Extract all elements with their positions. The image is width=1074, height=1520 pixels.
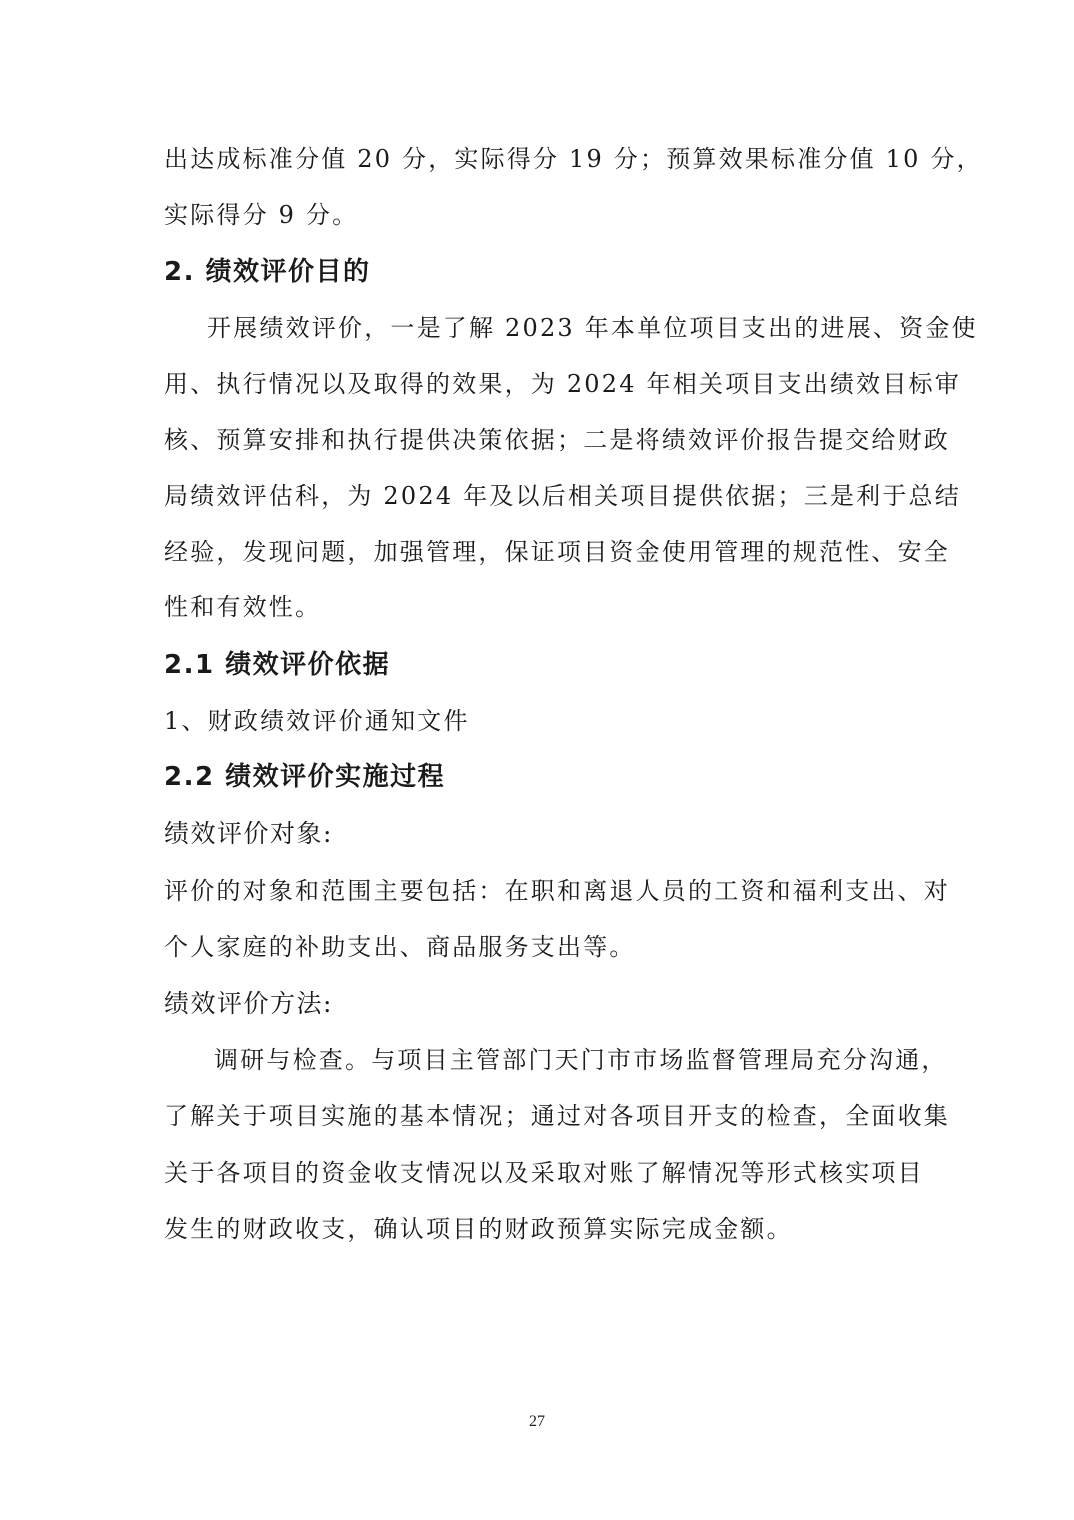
object-line-1: 评价的对象和范围主要包括：在职和离退人员的工资和福利支出、对 [164,877,950,905]
section-2-paragraph-line-2: 用、执行情况以及取得的效果，为 2024 年相关项目支出绩效目标审 [164,370,961,398]
method-line-4: 发生的财政收支，确认项目的财政预算实际完成金额。 [164,1215,793,1243]
method-line-2: 了解关于项目实施的基本情况；通过对各项目开支的检查，全面收集 [164,1102,950,1130]
object-line-2: 个人家庭的补助支出、商品服务支出等。 [164,933,636,961]
section-2-1-heading: 2.1 绩效评价依据 [164,650,391,680]
intro-line-1: 出达成标准分值 20 分，实际得分 19 分；预算效果标准分值 10 分， [164,145,983,173]
section-2-paragraph-line-1: 开展绩效评价，一是了解 2023 年本单位项目支出的进展、资金使 [207,314,978,342]
section-2-paragraph-line-3: 核、预算安排和执行提供决策依据；二是将绩效评价报告提交给财政 [164,426,950,454]
section-2-2-heading: 2.2 绩效评价实施过程 [164,762,446,792]
evaluation-method-label: 绩效评价方法: [164,989,333,1018]
section-2-paragraph-line-6: 性和有效性。 [164,593,322,621]
evaluation-object-label: 绩效评价对象: [164,819,333,848]
section-2-heading: 2. 绩效评价目的 [164,257,371,287]
page-number: 27 [529,1413,545,1430]
intro-line-2: 实际得分 9 分。 [164,201,359,229]
method-line-3: 关于各项目的资金收支情况以及采取对账了解情况等形式核实项目 [164,1159,924,1187]
method-line-1: 调研与检查。与项目主管部门天门市市场监督管理局充分沟通， [214,1046,948,1074]
section-2-paragraph-line-5: 经验，发现问题，加强管理，保证项目资金使用管理的规范性、安全 [164,538,950,566]
section-2-paragraph-line-4: 局绩效评估科，为 2024 年及以后相关项目提供依据；三是利于总结 [164,482,961,510]
basis-item-1: 1、财政绩效评价通知文件 [164,707,470,735]
